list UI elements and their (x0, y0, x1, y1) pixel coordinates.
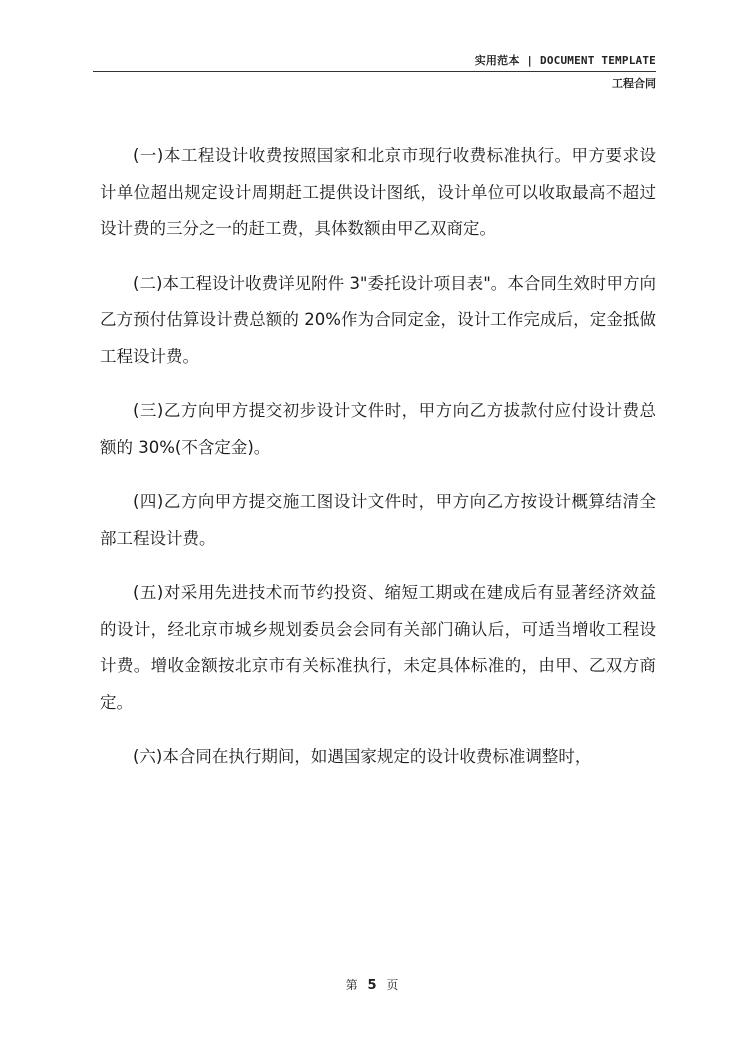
paragraph-1: (一)本工程设计收费按照国家和北京市现行收费标准执行。甲方要求设计单位超出规定设计周期赶工提供设计图纸，设计单位可以收取最高不超过设计费的三分之一的赶工费，具体数额由甲乙双商定。 (100, 146, 656, 238)
header-subtitle: 工程合同 (612, 77, 656, 90)
page-number: 5 (367, 978, 377, 993)
document-body (100, 138, 656, 794)
paragraph-4: (四)乙方向甲方提交施工图设计文件时，甲方向乙方按设计概算结清全部工程设计费。 (100, 492, 656, 548)
header-divider (93, 71, 656, 72)
footer-prefix: 第 (345, 978, 358, 992)
footer-suffix: 页 (386, 978, 399, 992)
paragraph-6: (六)本合同在执行期间，如遇国家规定的设计收费标准调整时， (133, 747, 592, 766)
header-title: 实用范本 | DOCUMENT TEMPLATE (474, 54, 656, 67)
paragraph-2: (二)本工程设计收费详见附件 3"委托设计项目表"。本合同生效时甲方向乙方预付估算设计费总额的 20%作为合同定金，设计工作完成后，定金抵做工程设计费。 (100, 273, 656, 366)
page-footer (0, 976, 744, 993)
paragraph-5: (五)对采用先进技术而节约投资、缩短工期或在建成后有显著经济效益的设计，经北京市城乡规划委员会会同有关部门确认后，可适当增收工程设计费。增收金额按北京市有关标准执行，未定具体标准的，由甲、乙双方商定。 (100, 583, 656, 712)
paragraph-3: (三)乙方向甲方提交初步设计文件时，甲方向乙方拔款付应付设计费总额的 30%(不含定金)。 (100, 401, 656, 457)
